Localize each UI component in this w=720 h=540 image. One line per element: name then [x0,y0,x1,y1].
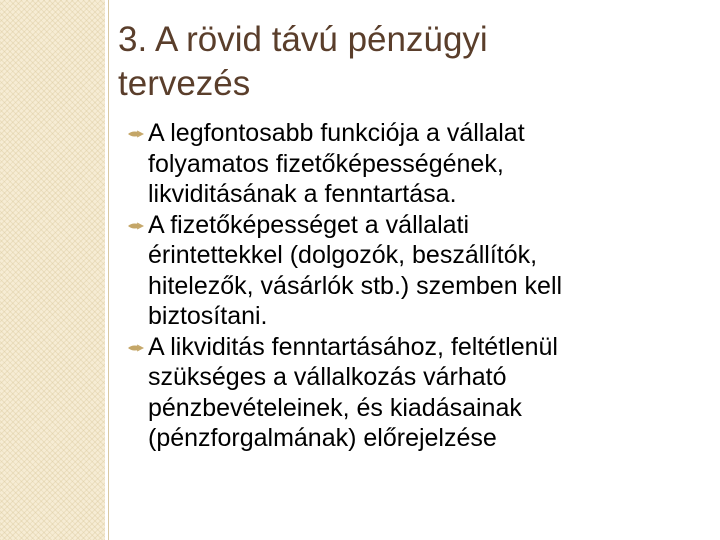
arrow-bullet-icon [126,343,144,353]
arrow-bullet-icon [126,221,144,231]
bullet-3-line-3: pénzbevételeinek, és kiadásainak [148,393,522,422]
bullet-item-2 [126,210,706,332]
bullet-1-line-3: likviditásának a fenntartása. [148,180,457,208]
decorative-side-band [0,0,105,540]
bullet-2-line-3: hitelezők, vásárlók stb.) szemben kell [148,271,563,300]
bullet-item-3 [126,332,706,454]
bullet-2-line-4: biztosítani. [148,302,268,330]
slide-title-line-2: tervezés [118,64,251,103]
bullet-1-line-1: A legfontosabb funkciója a vállalat [148,119,525,147]
bullet-3-line-1: A likviditás fenntartásához, feltétlenül [148,332,558,361]
bullet-1-line-2: folyamatos fizetőképességének, [148,149,504,178]
bullet-3-line-4: (pénzforgalmának) előrejelzése [148,424,497,452]
slide-title-line-1: 3. A rövid távú pénzügyi [118,20,488,59]
arrow-bullet-icon [126,129,144,139]
bullet-2-line-2: érintettekkel (dolgozók, beszállítók, [148,241,538,269]
bullet-item-1 [126,118,706,210]
decorative-divider-line [108,0,109,540]
bullet-3-line-2: szükséges a vállalkozás várható [148,363,507,391]
bullet-2-line-1: A fizetőképességet a vállalati [148,210,470,239]
bullet-list [126,118,706,454]
slide-title [118,18,678,106]
